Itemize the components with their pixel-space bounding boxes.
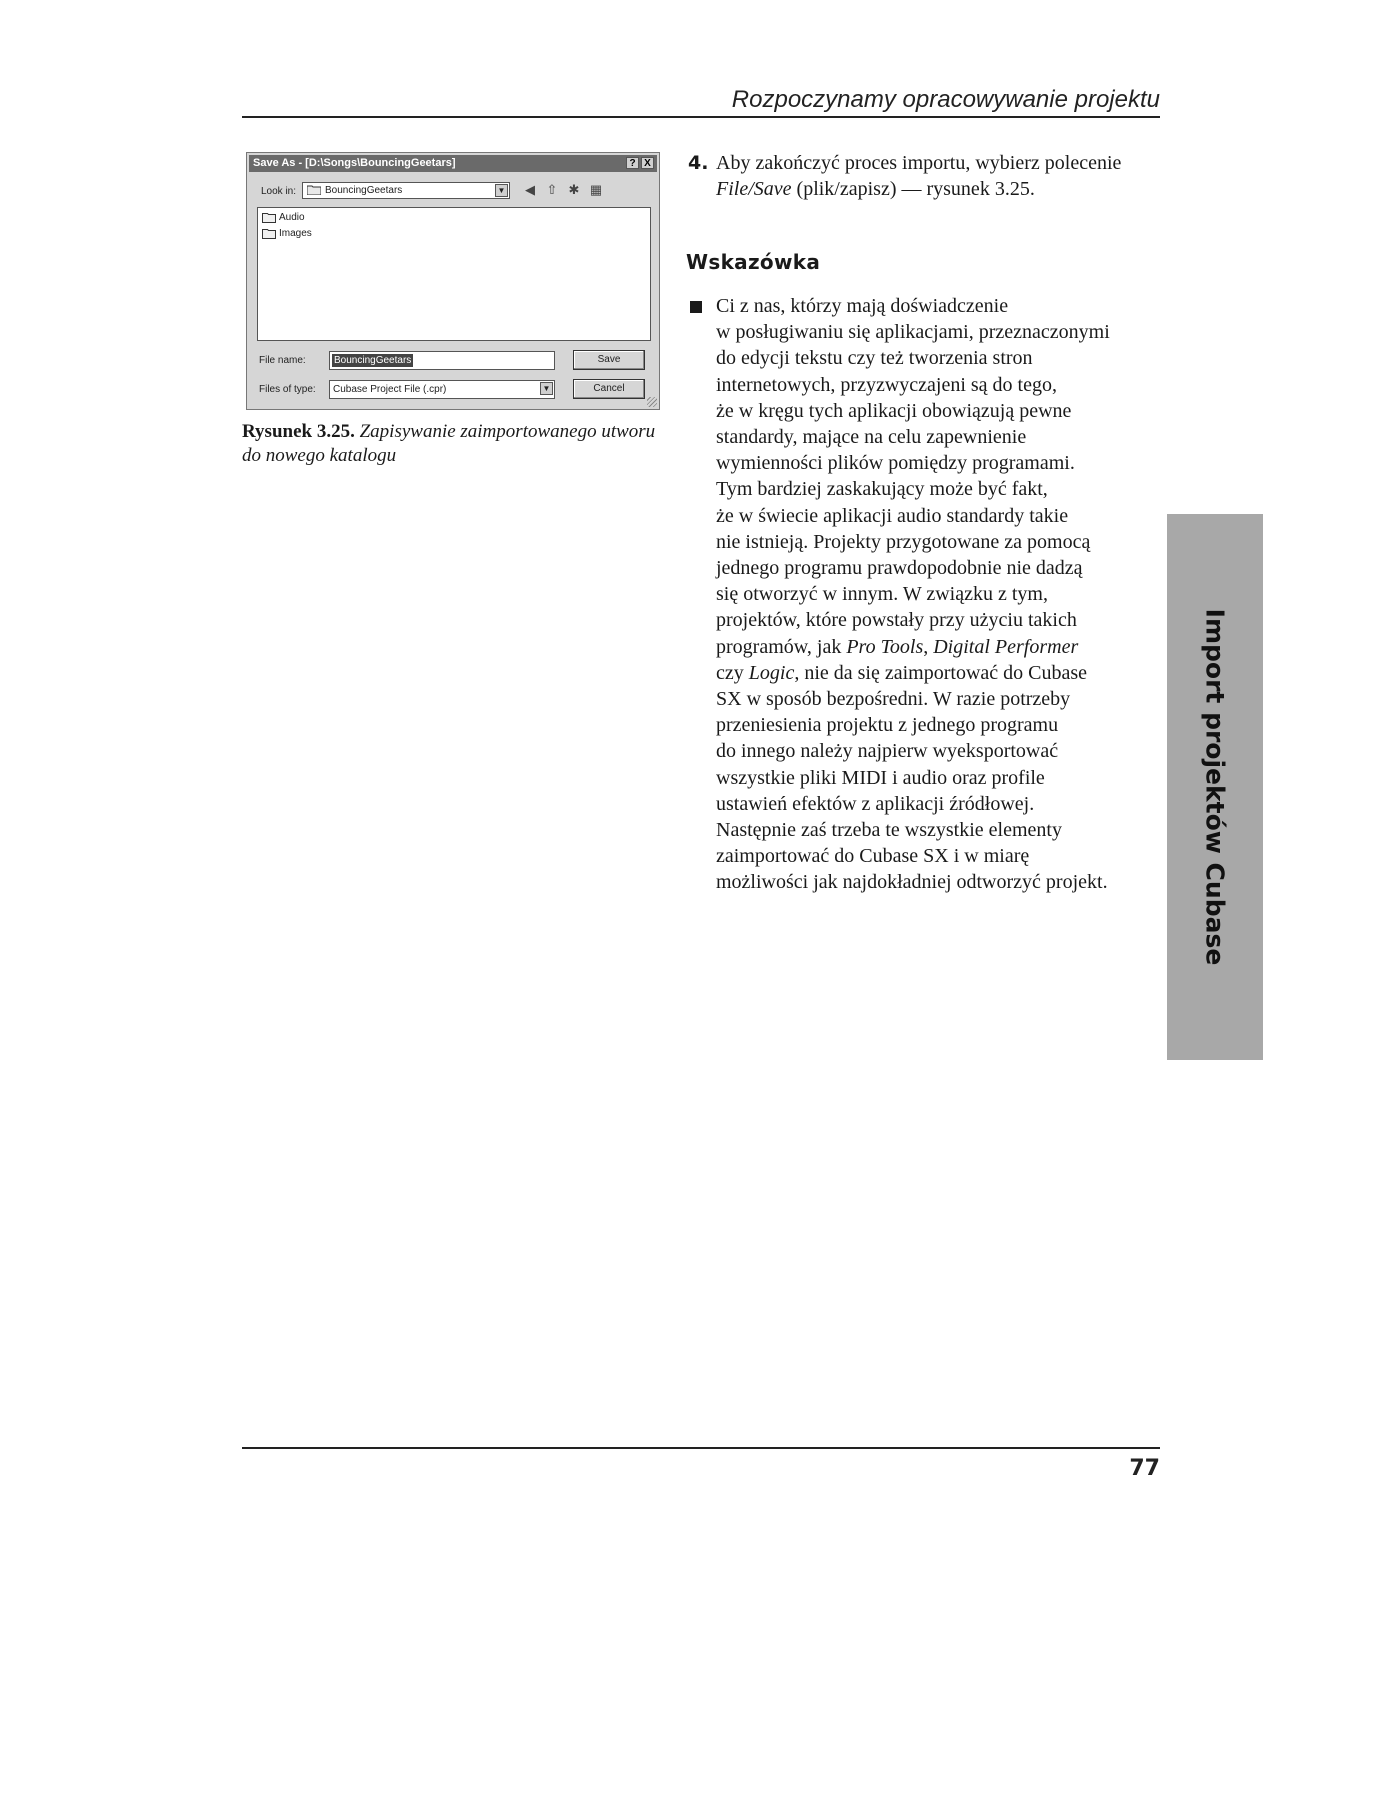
look-in-dropdown[interactable] <box>302 182 510 199</box>
file-list[interactable] <box>257 207 651 341</box>
caption-label: Rysunek 3.25. <box>242 421 355 442</box>
resize-grip-icon[interactable] <box>647 397 657 407</box>
tip-line: internetowych, przyzwyczajeni są do tego, <box>716 373 1057 396</box>
bullet-icon <box>690 301 702 313</box>
folder-name: Audio <box>279 212 305 223</box>
tip-line: wszystkie pliki MIDI i audio oraz profile <box>716 766 1045 789</box>
tip-line-part: czy <box>716 661 749 684</box>
back-icon[interactable]: ◀ <box>525 182 535 197</box>
up-folder-icon[interactable]: ⇧ <box>546 182 558 197</box>
tip-line: w posługiwaniu się aplikacjami, przeznaczonymi <box>716 321 1110 344</box>
header-rule <box>242 116 1160 118</box>
caption-text: Zapisywanie zaimportowanego utworu do nowego katalogu <box>242 421 656 466</box>
tip-line-part: , <box>923 635 934 658</box>
chevron-down-icon[interactable]: ▼ <box>495 184 508 197</box>
footer-rule <box>242 1447 1160 1449</box>
tip-line-part: , nie da się zaimportować do Cubase <box>794 661 1088 684</box>
tip-line <box>716 660 1160 686</box>
save-as-dialog-figure <box>246 152 660 410</box>
figure-caption <box>242 420 662 468</box>
tip-line: Ci z nas, którzy mają doświadczenie <box>716 295 1009 317</box>
product-name: Pro Tools <box>846 635 924 658</box>
page-number: 77 <box>1129 1456 1160 1481</box>
tip-line: że w świecie aplikacji audio standardy takie <box>716 504 1069 527</box>
tip-line: do innego należy najpierw wyeksportować <box>716 740 1059 763</box>
list-item[interactable] <box>262 228 312 239</box>
file-name-label: File name: <box>259 355 306 366</box>
look-in-value: BouncingGeetars <box>325 185 403 196</box>
tip-line: możliwości jak najdokładniej odtworzyć projekt. <box>716 871 1108 894</box>
files-of-type-label: Files of type: <box>259 384 316 395</box>
files-of-type-value: Cubase Project File (.cpr) <box>333 384 447 395</box>
tip-heading: Wskazówka <box>686 250 821 274</box>
tip-line: SX w sposób bezpośredni. W razie potrzeby <box>716 688 1071 711</box>
tip-line: wymienności plików pomiędzy programami. <box>716 452 1075 475</box>
chapter-tab-label: Import projektów Cubase <box>1200 608 1230 966</box>
tip-line: do edycji tekstu czy też tworzenia stron <box>716 347 1033 370</box>
tip-line: nie istnieją. Projekty przygotowane za pomocą <box>716 530 1091 553</box>
help-button[interactable]: ? <box>626 157 639 169</box>
dialog-title-bar <box>249 155 657 172</box>
tip-line: że w kręgu tych aplikacji obowiązują pewne <box>716 399 1072 422</box>
cancel-button[interactable]: Cancel <box>573 379 645 399</box>
tip-line: zaimportować do Cubase SX i w miarę <box>716 845 1030 868</box>
folder-icon <box>262 228 276 239</box>
tip-line: się otworzyć w innym. W związku z tym, <box>716 583 1048 606</box>
chapter-side-tab <box>1167 514 1263 1060</box>
look-in-label: Look in: <box>261 186 297 197</box>
tip-line: standardy, mające na celu zapewnienie <box>716 426 1027 449</box>
tip-paragraph <box>688 293 1160 896</box>
step-number: 4. <box>688 152 709 174</box>
step-text <box>716 150 1160 202</box>
tip-line: Tym bardziej zaskakujący może być fakt, <box>716 478 1048 501</box>
dialog-toolbar <box>522 182 604 198</box>
tip-line: jednego programu prawdopodobnie nie dadzą <box>716 557 1083 580</box>
tip-line: Następnie zaś trzeba te wszystkie elementy <box>716 819 1062 842</box>
save-button[interactable]: Save <box>573 350 645 370</box>
file-name-value: BouncingGeetars <box>334 355 412 366</box>
view-menu-icon[interactable]: ▦ <box>589 182 603 197</box>
tip-line: przeniesienia projektu z jednego programu <box>716 714 1059 737</box>
list-item[interactable] <box>262 212 305 223</box>
files-of-type-dropdown[interactable] <box>329 380 555 399</box>
folder-icon <box>262 212 276 223</box>
step-text-part: (plik/zapisz) — rysunek 3.25. <box>791 178 1035 200</box>
tip-line: ustawień efektów z aplikacji źródłowej. <box>716 792 1035 815</box>
chevron-down-icon[interactable]: ▼ <box>540 382 553 395</box>
menu-command: File/Save <box>716 178 792 200</box>
file-name-field[interactable] <box>329 351 555 370</box>
tip-line-part: programów, jak <box>716 635 847 658</box>
close-button[interactable]: X <box>641 157 654 169</box>
step-4 <box>688 150 1160 202</box>
product-name: Logic <box>748 661 795 684</box>
product-name: Digital Performer <box>933 635 1079 658</box>
step-text-part: Aby zakończyć proces importu, wybierz polecenie <box>716 152 1122 174</box>
tip-line: projektów, które powstały przy użyciu takich <box>716 609 1077 632</box>
dialog-title: Save As - [D:\Songs\BouncingGeetars] <box>253 157 456 169</box>
new-folder-icon[interactable]: ✱ <box>568 182 580 197</box>
folder-name: Images <box>279 228 312 239</box>
folder-icon <box>307 185 321 195</box>
tip-line <box>716 634 1160 660</box>
running-header: Rozpoczynamy opracowywanie projektu <box>731 86 1160 113</box>
